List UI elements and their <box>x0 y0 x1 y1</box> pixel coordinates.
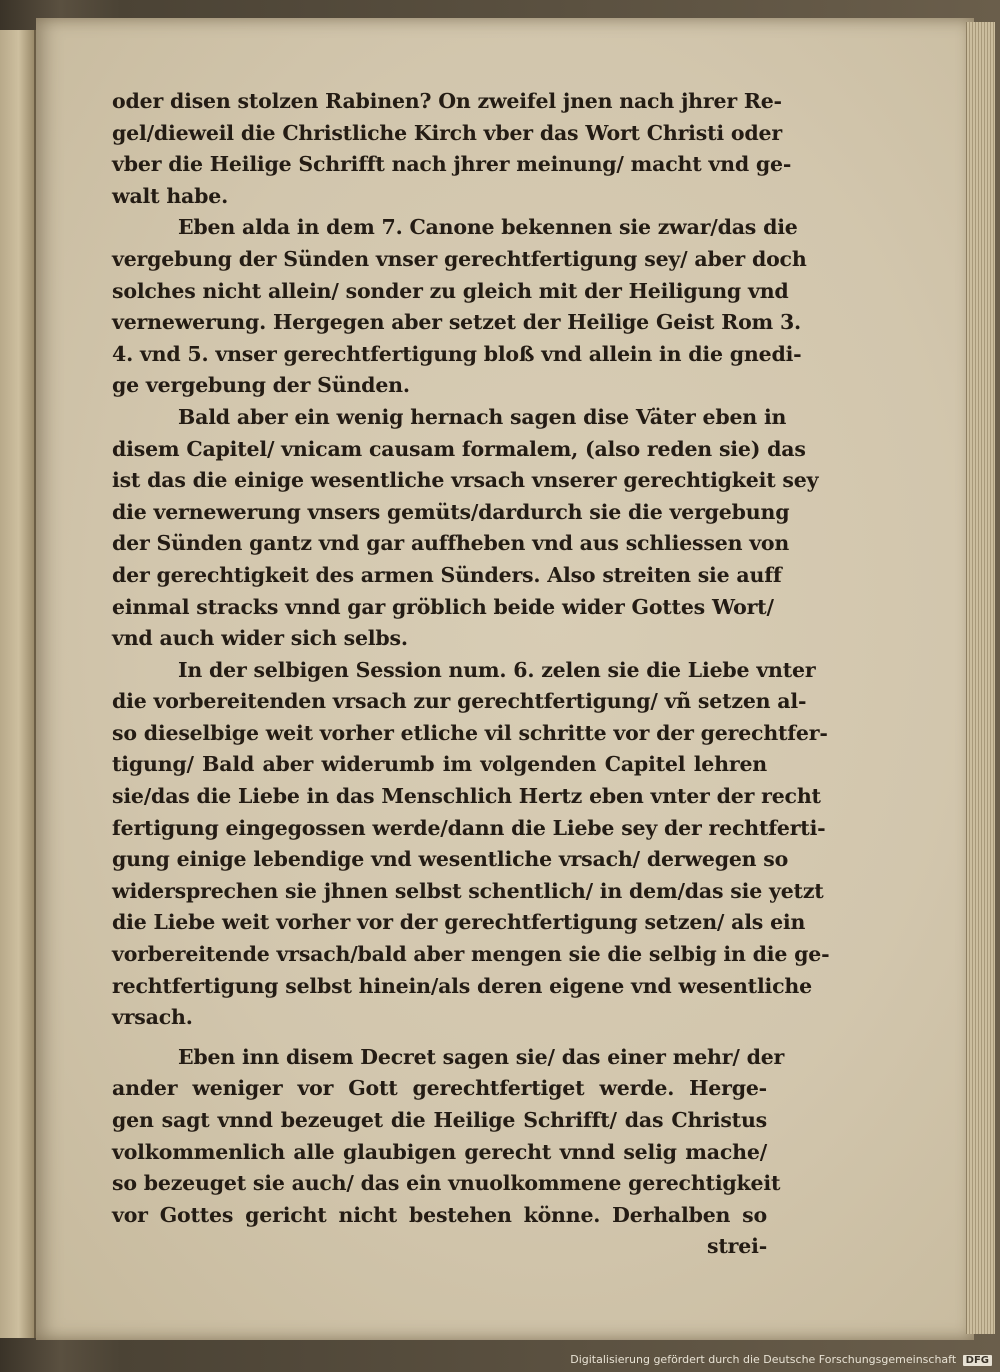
page-text <box>112 86 830 1263</box>
text-line: widersprechen sie jhnen selbst schentlich/ in dem/das sie yetzt <box>112 878 824 903</box>
digitization-credit <box>570 1353 992 1366</box>
text-line: vorbereitende vrsach/bald aber mengen sie die selbig in die ge- <box>112 942 830 967</box>
text-line: der Sünden gantz vnd gar auffheben vnd aus schliessen von <box>112 531 790 556</box>
text-line: ander weniger vor Gott gerechtfertiget werde. Herge- <box>112 1076 767 1101</box>
text-line: gung einige lebendige vnd wesentliche vrsach/ derwegen so <box>112 847 789 872</box>
text-line: so dieselbige weit vorher etliche vil schritte vor der gerechtfer- <box>112 720 828 745</box>
credit-text: Digitalisierung gefördert durch die Deutsche Forschungsgemeinschaft <box>570 1353 957 1366</box>
text-line: der gerechtigkeit des armen Sünders. Also streiten sie auff <box>112 562 782 587</box>
text-line: vber die Heilige Schrifft nach jhrer meinung/ macht vnd ge- <box>112 152 792 177</box>
text-line: fertigung eingegossen werde/dann die Liebe sey der rechtferti- <box>112 815 826 840</box>
text-line: gel/dieweil die Christliche Kirch vber das Wort Christi oder <box>112 120 782 145</box>
text-line: sie/das die Liebe in das Menschlich Hertz eben vnter der recht <box>112 784 821 809</box>
text-line: vrsach. <box>112 1005 193 1030</box>
text-line: volkommenlich alle glaubigen gerecht vnnd selig mache/ <box>112 1139 767 1164</box>
previous-leaf-edge <box>0 30 36 1338</box>
page-fore-edge <box>966 22 995 1334</box>
text-line: gen sagt vnnd bezeuget die Heilige Schrifft/ das Christus <box>112 1108 767 1132</box>
text-line: oder disen stolzen Rabinen? On zweifel jnen nach jhrer Re- <box>112 89 782 113</box>
text-line: vergebung der Sünden vnser gerechtfertigung sey/ aber doch <box>112 246 807 271</box>
text-line: so bezeuget sie auch/ das ein vnuolkommene gerechtigkeit <box>112 1171 781 1196</box>
text-line: Eben inn disem Decret sagen sie/ das einer mehr/ der <box>178 1044 785 1069</box>
text-line: die vorbereitenden vrsach zur gerechtfertigung/ vñ setzen al- <box>112 689 807 714</box>
text-line: ist das die einige wesentliche vrsach vnserer gerechtigkeit sey <box>112 468 819 493</box>
text-line: rechtfertigung selbst hinein/als deren eigene vnd wesentliche <box>112 973 812 998</box>
text-line: tigung/ Bald aber widerumb im volgenden Capitel lehren <box>112 752 767 777</box>
text-line: ge vergebung der Sünden. <box>112 373 410 398</box>
text-line: solches nicht allein/ sonder zu gleich mit der Heiligung vnd <box>112 278 789 303</box>
text-line: vor Gottes gericht nicht bestehen könne. Derhalben so <box>112 1202 767 1227</box>
text-line: Eben alda in dem 7. Canone bekennen sie zwar/das die <box>178 215 798 240</box>
text-line: 4. vnd 5. vnser gerechtfertigung bloß vnd allein in die gnedi- <box>112 341 802 366</box>
text-line: disem Capitel/ vnicam causam formalem, (also reden sie) das <box>112 436 806 461</box>
text-line: die Liebe weit vorher vor der gerechtfertigung setzen/ als ein <box>112 910 806 935</box>
text-line: vernewerung. Hergegen aber setzet der Heilige Geist Rom 3. <box>112 310 801 335</box>
text-line: die vernewerung vnsers gemüts/dardurch sie die vergebung <box>112 499 790 524</box>
text-line: vnd auch wider sich selbs. <box>112 626 408 651</box>
text-line: In der selbigen Session num. 6. zelen sie die Liebe vnter <box>178 657 816 682</box>
text-line: Bald aber ein wenig hernach sagen dise Väter eben in <box>178 404 787 429</box>
catchword: strei- <box>707 1234 767 1259</box>
text-line: walt habe. <box>112 183 229 208</box>
dfg-logo: DFG <box>963 1355 992 1366</box>
text-line: einmal stracks vnnd gar gröblich beide wider Gottes Wort/ <box>112 594 774 619</box>
